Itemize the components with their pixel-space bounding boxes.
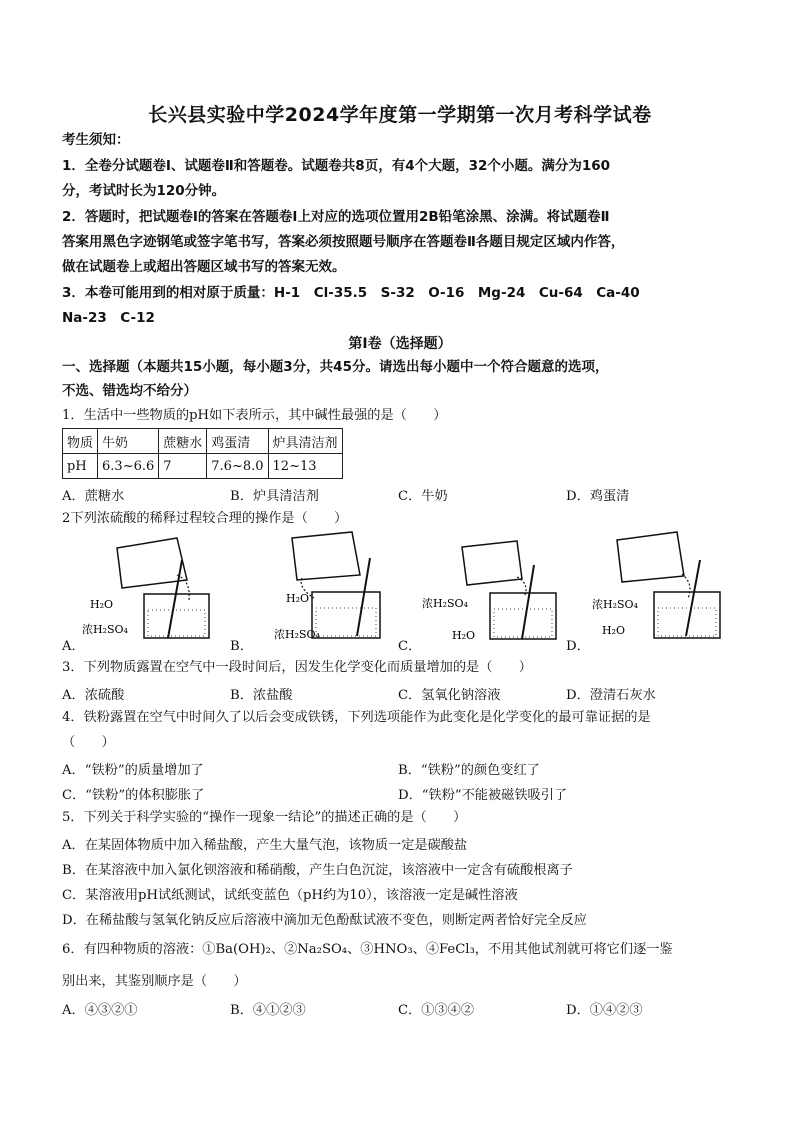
option-b: B．④①②③ — [230, 1003, 306, 1018]
option-b: B．炉具清洁剂 — [230, 489, 319, 504]
table-cell: 炉具清洁剂 — [268, 429, 342, 454]
notice-line: 做在试题卷上或超出答题区域书写的答案无效。 — [62, 259, 346, 275]
question-3-stem: 3．下列物质露置在空气中一段时间后，因发生化学变化而质量增加的是（ ） — [62, 660, 532, 675]
question-4-stem-cont: （ ） — [62, 735, 115, 750]
fig-b-bottom: 浓H₂SO₄ — [274, 628, 320, 641]
notice-line: Na-23 C-12 — [62, 310, 155, 326]
fig-c-top: 浓H₂SO₄ — [422, 597, 468, 610]
part-heading: 一、选择题（本题共15小题，每小题3分，共45分。请选出每小题中一个符合题意的选项， — [62, 359, 609, 375]
fig-label-c: C． — [398, 639, 422, 654]
question-5-stem: 5．下列关于科学实验的“操作一现象一结论”的描述正确的是（ ） — [62, 810, 467, 825]
option-a: A．④③②① — [62, 1003, 138, 1018]
fig-a-top: H₂O — [90, 598, 114, 611]
option-b: B．浓盐酸 — [230, 688, 293, 703]
part-heading: 不选、错选均不给分） — [62, 383, 197, 399]
option-d: D．澄清石灰水 — [566, 688, 656, 703]
question-2-stem: 2下列浓硫酸的稀释过程较合理的操作是（ ） — [62, 511, 348, 526]
fig-label-a: A． — [62, 639, 85, 654]
table-row — [63, 454, 343, 479]
option-a: A．浓硫酸 — [62, 688, 125, 703]
option-d: D．“铁粉”不能被磁铁吸引了 — [398, 788, 568, 803]
notice-line: 2．答题时，把试题卷Ⅰ的答案在答题卷Ⅰ上对应的选项位置用2B铅笔涂黑、涂满。将试题卷Ⅱ — [62, 209, 610, 225]
option-c: C．牛奶 — [398, 489, 448, 504]
beaker-figure-c — [422, 535, 562, 645]
table-row — [63, 429, 343, 454]
table-cell: 7 — [159, 454, 207, 479]
fig-d-top: 浓H₂SO₄ — [592, 598, 638, 611]
option-d: D．①④②③ — [566, 1003, 643, 1018]
table-cell: 鸡蛋清 — [207, 429, 268, 454]
option-c: C．某溶液用pH试纸测试，试纸变蓝色（pH约为10），该溶液一定是碱性溶液 — [62, 888, 518, 903]
notice-line: 分，考试时长为120分钟。 — [62, 183, 226, 199]
section-heading: 第Ⅰ卷（选择题） — [348, 336, 452, 352]
fig-label-d: D． — [566, 639, 590, 654]
beaker-figure-a — [82, 530, 212, 645]
option-a: A．在某固体物质中加入稀盐酸，产生大量气泡，该物质一定是碳酸盐 — [62, 838, 468, 853]
fig-label-b: B． — [230, 639, 253, 654]
option-a: A．“铁粉”的质量增加了 — [62, 763, 204, 778]
fig-a-bottom: 浓H₂SO₄ — [82, 623, 128, 636]
question-6-stem-cont: 别出来，其鉴别顺序是（ ） — [62, 974, 247, 989]
option-c: C．“铁粉”的体积膨胀了 — [62, 788, 205, 803]
option-a: A．蔗糖水 — [62, 489, 125, 504]
beaker-figure-d — [592, 530, 732, 645]
table-cell: 蔗糖水 — [159, 429, 207, 454]
beaker-figure-b — [242, 530, 382, 645]
question-4-stem: 4．铁粉露置在空气中时间久了以后会变成铁锈，下列选项能作为此变化是化学变化的最可靠证据的是 — [62, 710, 651, 725]
notice-line: 答案用黑色字迹钢笔或签字笔书写，答案必须按照题号顺序在答题卷Ⅱ各题目规定区域内作答， — [62, 234, 625, 250]
exam-title: 长兴县实验中学2024学年度第一学期第一次月考科学试卷 — [148, 104, 652, 126]
notice-line: 1．全卷分试题卷Ⅰ、试题卷Ⅱ和答题卷。试题卷共8页，有4个大题，32个小题。满分为160 — [62, 158, 611, 174]
option-d: D．在稀盐酸与氢氧化钠反应后溶液中滴加无色酚酞试液不变色，则断定两者恰好完全反应 — [62, 913, 587, 928]
notice-heading: 考生须知： — [62, 132, 130, 148]
fig-c-bottom: H₂O — [452, 629, 476, 642]
ph-table — [62, 428, 343, 479]
table-cell: 7.6~8.0 — [207, 454, 268, 479]
option-d: D．鸡蛋清 — [566, 489, 630, 504]
table-cell: 6.3~6.6 — [98, 454, 159, 479]
fig-b-top: H₂O — [286, 592, 310, 605]
notice-line: 3．本卷可能用到的相对原于质量：H-1 Cl-35.5 S-32 O-16 Mg-24 Cu-64 Ca-40 — [62, 285, 640, 301]
option-b: B．在某溶液中加入氯化钡溶液和稀硝酸，产生白色沉淀，该溶液中一定含有硫酸根离子 — [62, 863, 573, 878]
question-6-stem: 6．有四种物质的溶液：①Ba(OH)₂、②Na₂SO₄、③HNO₃、④FeCl₃，不用其他试剂就可将它们逐一鉴 — [62, 942, 673, 957]
option-c: C．①③④② — [398, 1003, 475, 1018]
option-b: B．“铁粉”的颜色变红了 — [398, 763, 540, 778]
option-c: C．氢氧化钠溶液 — [398, 688, 501, 703]
table-cell: 牛奶 — [98, 429, 159, 454]
table-cell: 物质 — [63, 429, 98, 454]
question-1-stem: 1．生活中一些物质的pH如下表所示，其中碱性最强的是（ ） — [62, 408, 447, 423]
table-cell: 12~13 — [268, 454, 342, 479]
fig-d-bottom: H₂O — [602, 624, 626, 637]
table-cell: pH — [63, 454, 98, 479]
